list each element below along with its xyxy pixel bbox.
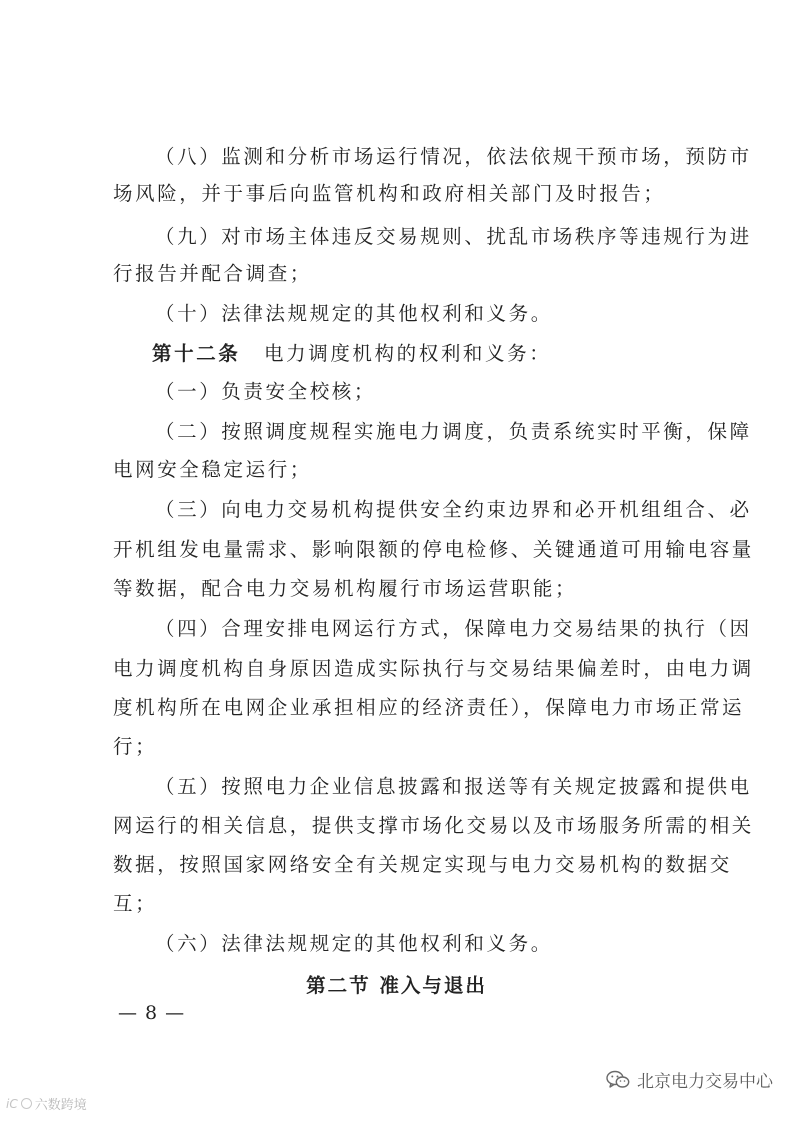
body-line: 开机组发电量需求、影响限额的停电检修、关键通道可用输电容量 [113, 538, 754, 561]
body-line: 网运行的相关信息，提供支撑市场化交易以及市场服务所需的相关 [113, 814, 754, 837]
watermark-left-text: 六数跨境 [34, 1098, 87, 1113]
body-line: 行； [113, 735, 158, 758]
body-line: （三）向电力交易机构提供安全约束边界和必开机组组合、必 [155, 498, 752, 521]
page-number: — 8 — [118, 1002, 186, 1024]
body-line: 行报告并配合调查； [113, 262, 312, 285]
watermark-right [606, 1067, 773, 1092]
watermark-left [6, 1094, 87, 1113]
watermark-right-text: 北京电力交易中心 [637, 1072, 773, 1092]
body-line: （六）法律法规规定的其他权利和义务。 [155, 932, 553, 955]
watermark-logo: iC [6, 1096, 18, 1111]
wechat-icon [606, 1070, 630, 1090]
body-line: 电网安全稳定运行； [113, 458, 312, 481]
body-line: 等数据，配合电力交易机构履行市场运营职能； [113, 577, 578, 600]
body-line: 数据，按照国家网络安全有关规定实现与电力交易机构的数据交 [113, 853, 732, 876]
body-line: （十）法律法规规定的其他权利和义务。 [155, 302, 553, 325]
body-line: （四）合理安排电网运行方式，保障电力交易结果的执行（因 [155, 617, 752, 640]
body-line: （八）监测和分析市场运行情况，依法依规干预市场，预防市 [155, 145, 752, 168]
body-line: （九）对市场主体违反交易规则、扰乱市场秩序等违规行为进 [155, 225, 752, 248]
body-line: （五）按照电力企业信息披露和报送等有关规定披露和提供电 [155, 775, 752, 798]
article-heading [152, 342, 551, 366]
body-line: 互； [113, 892, 158, 915]
body-line: （二）按照调度规程实施电力调度，负责系统实时平衡，保障 [155, 420, 752, 443]
section-title: 第二节 准入与退出 [306, 974, 487, 997]
body-line: 场风险，并于事后向监管机构和政府相关部门及时报告； [113, 182, 666, 205]
body-line: （一）负责安全校核； [155, 380, 377, 403]
article-text: 电力调度机构的权利和义务： [264, 342, 552, 365]
body-line: 电力调度机构自身原因造成实际执行与交易结果偏差时，由电力调 [113, 657, 754, 680]
article-label: 第十二条 [152, 342, 241, 365]
circle-icon [21, 1098, 32, 1109]
body-line: 度机构所在电网企业承担相应的经济责任），保障电力市场正常运 [113, 696, 745, 719]
